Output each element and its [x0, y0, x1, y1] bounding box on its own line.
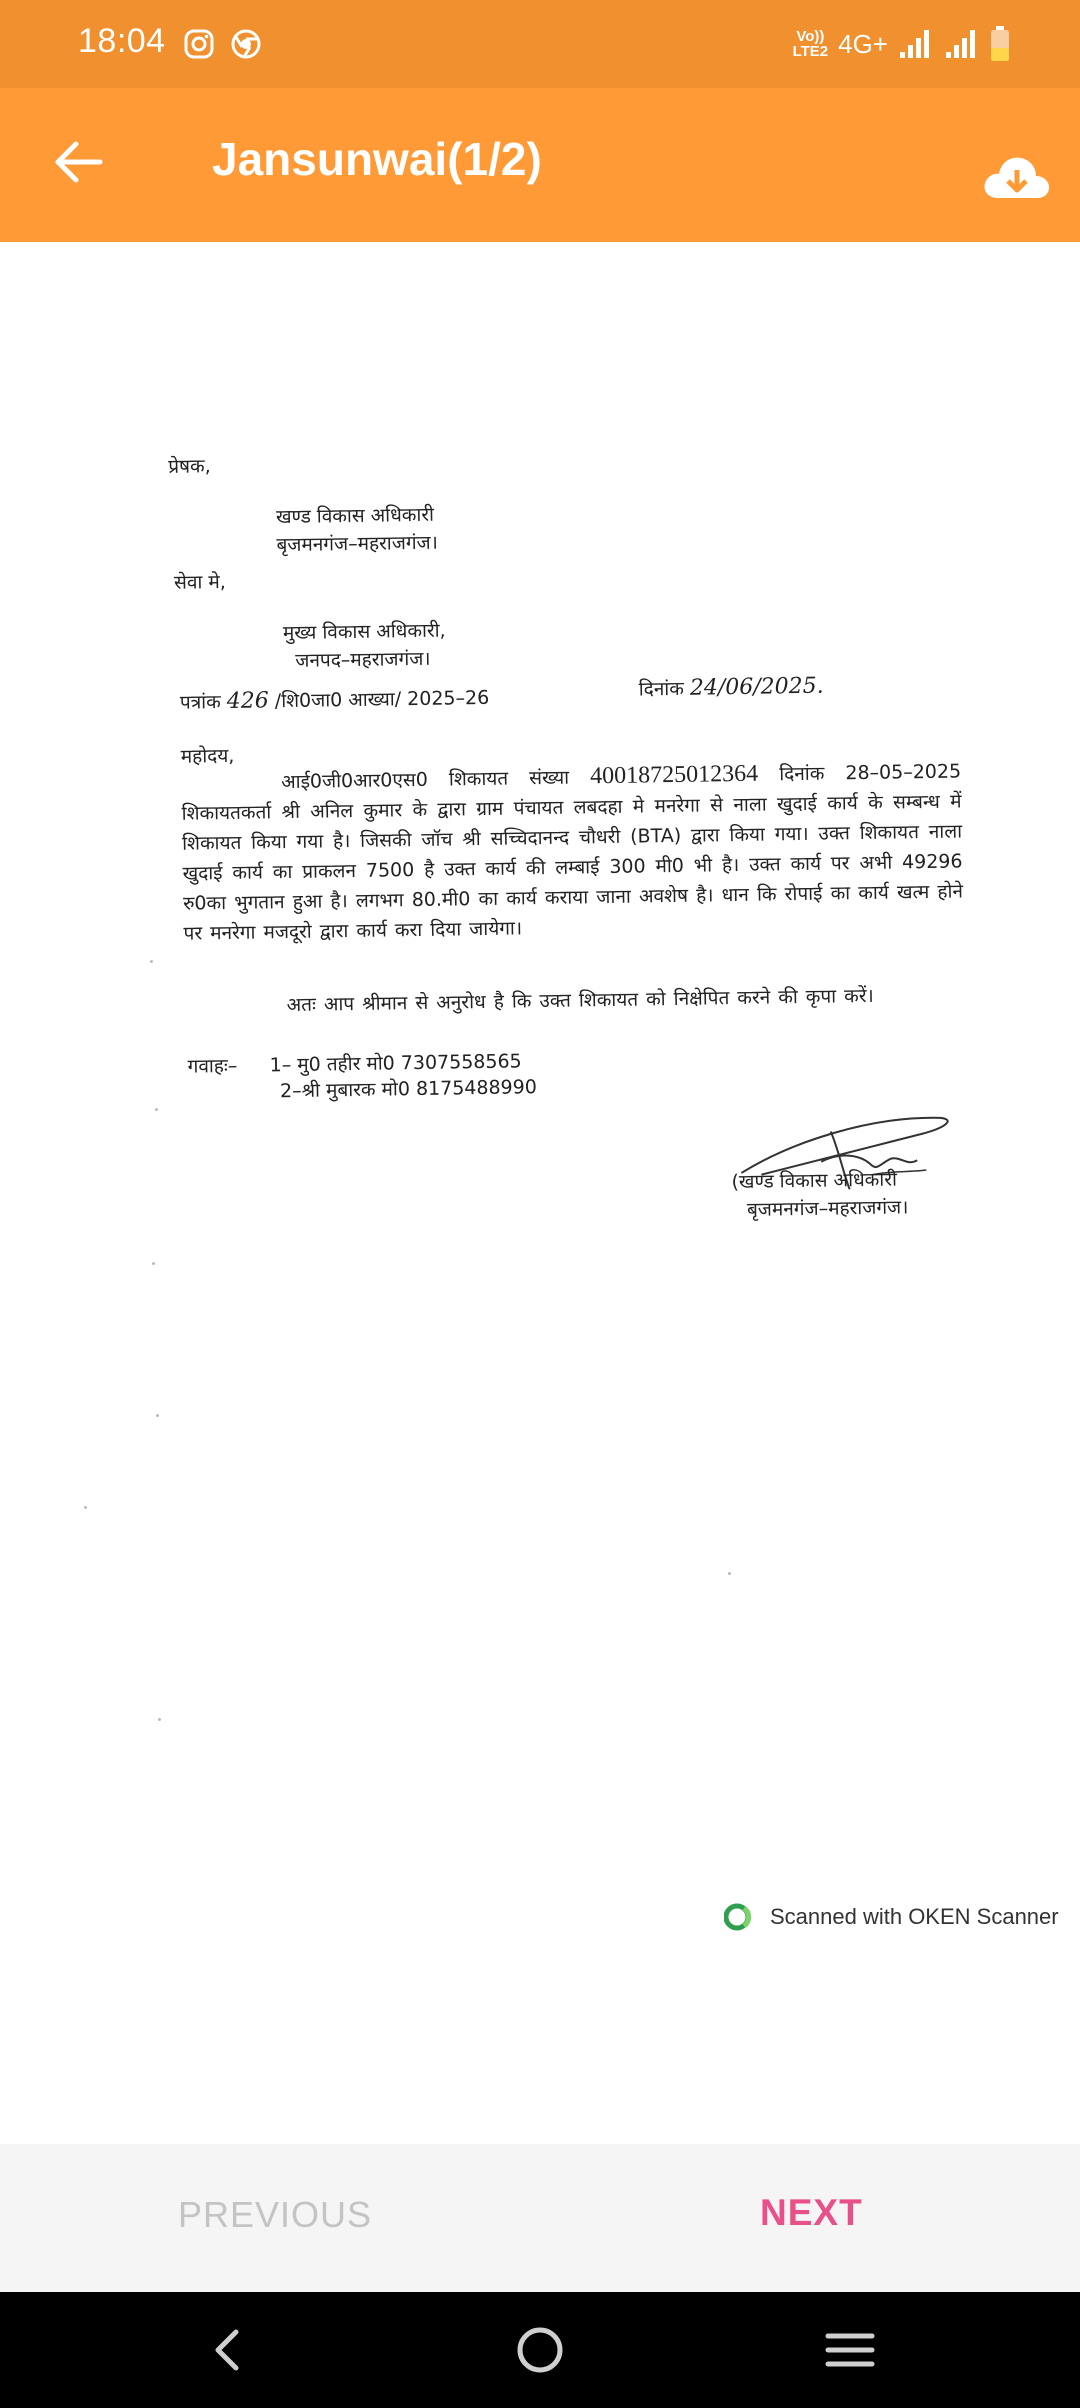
previous-button[interactable]: PREVIOUS — [178, 2194, 373, 2235]
scanner-watermark — [724, 1902, 1059, 1932]
scanner-text: Scanned with OKEN Scanner — [770, 1904, 1059, 1929]
oken-logo-icon — [724, 1902, 760, 1932]
volte-top: Vo)) — [796, 28, 825, 45]
signal-icon — [898, 28, 934, 60]
sender-line-1: खण्ड विकास अधिकारी — [275, 503, 435, 529]
reference-number: 426 — [226, 688, 269, 714]
battery-icon — [990, 26, 1010, 62]
scan-speck — [155, 1108, 158, 1111]
complaint-number: 40018725012364 — [589, 760, 759, 790]
recipient-line-1: मुख्य विकास अधिकारी, — [282, 619, 446, 645]
signatory-line-2: बृजमनगंज–महराजगंज। — [746, 1196, 909, 1221]
body-rest: दिनांक 28–05–2025 शिकायतकर्ता श्री अनिल कुमार के द्वारा ग्राम पंचायत लबदहा मे मनरेगा से नाला खुदाई कार्य के सम्बन्ध में शिकायत किया गया है। जिसकी जॉच श्री सच्चिदानन्द चौधरी (BTA) द्वारा किया गया। उक्त शिकायत नाला खुदाई कार्य का प्राकलन 7500 है उक्त कार्य की लम्बाई 300 मी0 भी है। उक्त कार्य पर अभी 49296 रु0का भुगतान हुआ है। लगभग 80.मी0 का कार्य कराया जाना अवशेष है। धान कि रोपाई का कार्य खत्म होने पर मनरेगा मजदूरो द्वारा कार्य करा दिया जायेगा। — [181, 760, 964, 945]
date-label: दिनांक — [638, 677, 685, 701]
instagram-icon — [183, 28, 215, 60]
request-paragraph — [186, 979, 966, 1021]
salutation: महोदय, — [180, 744, 235, 768]
scan-speck — [158, 1718, 161, 1721]
scan-speck — [150, 960, 153, 963]
request-text: अतः आप श्रीमान से अनुरोध है कि उक्त शिकायत को निक्षेपित करने की कृपा करें। — [286, 984, 874, 1017]
recipient-line-2: जनपद–महराजगंज। — [295, 647, 431, 672]
system-menu-icon[interactable] — [822, 2322, 878, 2378]
system-navigation-bar — [0, 2292, 1080, 2408]
scan-speck — [156, 1414, 159, 1417]
witness-2: 2–श्री मुबारक मो0 8175488990 — [279, 1076, 538, 1103]
status-bar — [0, 0, 1080, 88]
reference-rest: /शि0जा0 आख्या/ 2025–26 — [274, 686, 490, 713]
scan-speck — [728, 1572, 731, 1575]
chrome-icon — [230, 28, 262, 60]
status-indicators — [793, 24, 1010, 64]
body-intro: आई0जी0आर0एस0 शिकायत संख्या — [281, 766, 570, 794]
letter-page — [160, 439, 964, 1221]
system-back-icon[interactable] — [200, 2322, 256, 2378]
reference-line — [180, 683, 490, 718]
status-time: 18:04 — [78, 22, 166, 60]
date-value: 24/06/2025. — [689, 673, 824, 701]
next-button[interactable]: NEXT — [760, 2192, 863, 2233]
sender-heading: प्रेषक, — [168, 455, 211, 478]
page-title: Jansunwai(1/2) — [212, 133, 542, 185]
scan-speck — [84, 1506, 87, 1509]
signal-icon — [944, 28, 980, 60]
date-line — [639, 672, 824, 705]
app-bar — [0, 88, 1080, 242]
arrow-left-icon[interactable] — [50, 134, 106, 190]
witness-label: गवाहः– — [187, 1054, 238, 1078]
network-type: 4G+ — [838, 28, 888, 59]
cloud-download-icon[interactable] — [980, 148, 1052, 204]
document-viewer[interactable] — [0, 242, 1080, 2144]
witness-1: 1– मु0 तहीर मो0 7307558565 — [269, 1050, 522, 1077]
sender-line-2: बृजमनगंज–महराजगंज। — [276, 531, 439, 557]
recipient-heading: सेवा मे, — [173, 570, 227, 594]
scan-speck — [152, 1262, 155, 1265]
volte-bottom: LTE2 — [792, 43, 829, 60]
letter-body — [181, 755, 964, 948]
reference-label: पत्रांक — [179, 691, 221, 714]
signatory-line-1: (खण्ड विकास अधिकारी — [731, 1168, 898, 1194]
volte-indicator — [793, 29, 829, 59]
system-home-icon[interactable] — [512, 2322, 568, 2378]
pagination-bar — [0, 2144, 1080, 2292]
